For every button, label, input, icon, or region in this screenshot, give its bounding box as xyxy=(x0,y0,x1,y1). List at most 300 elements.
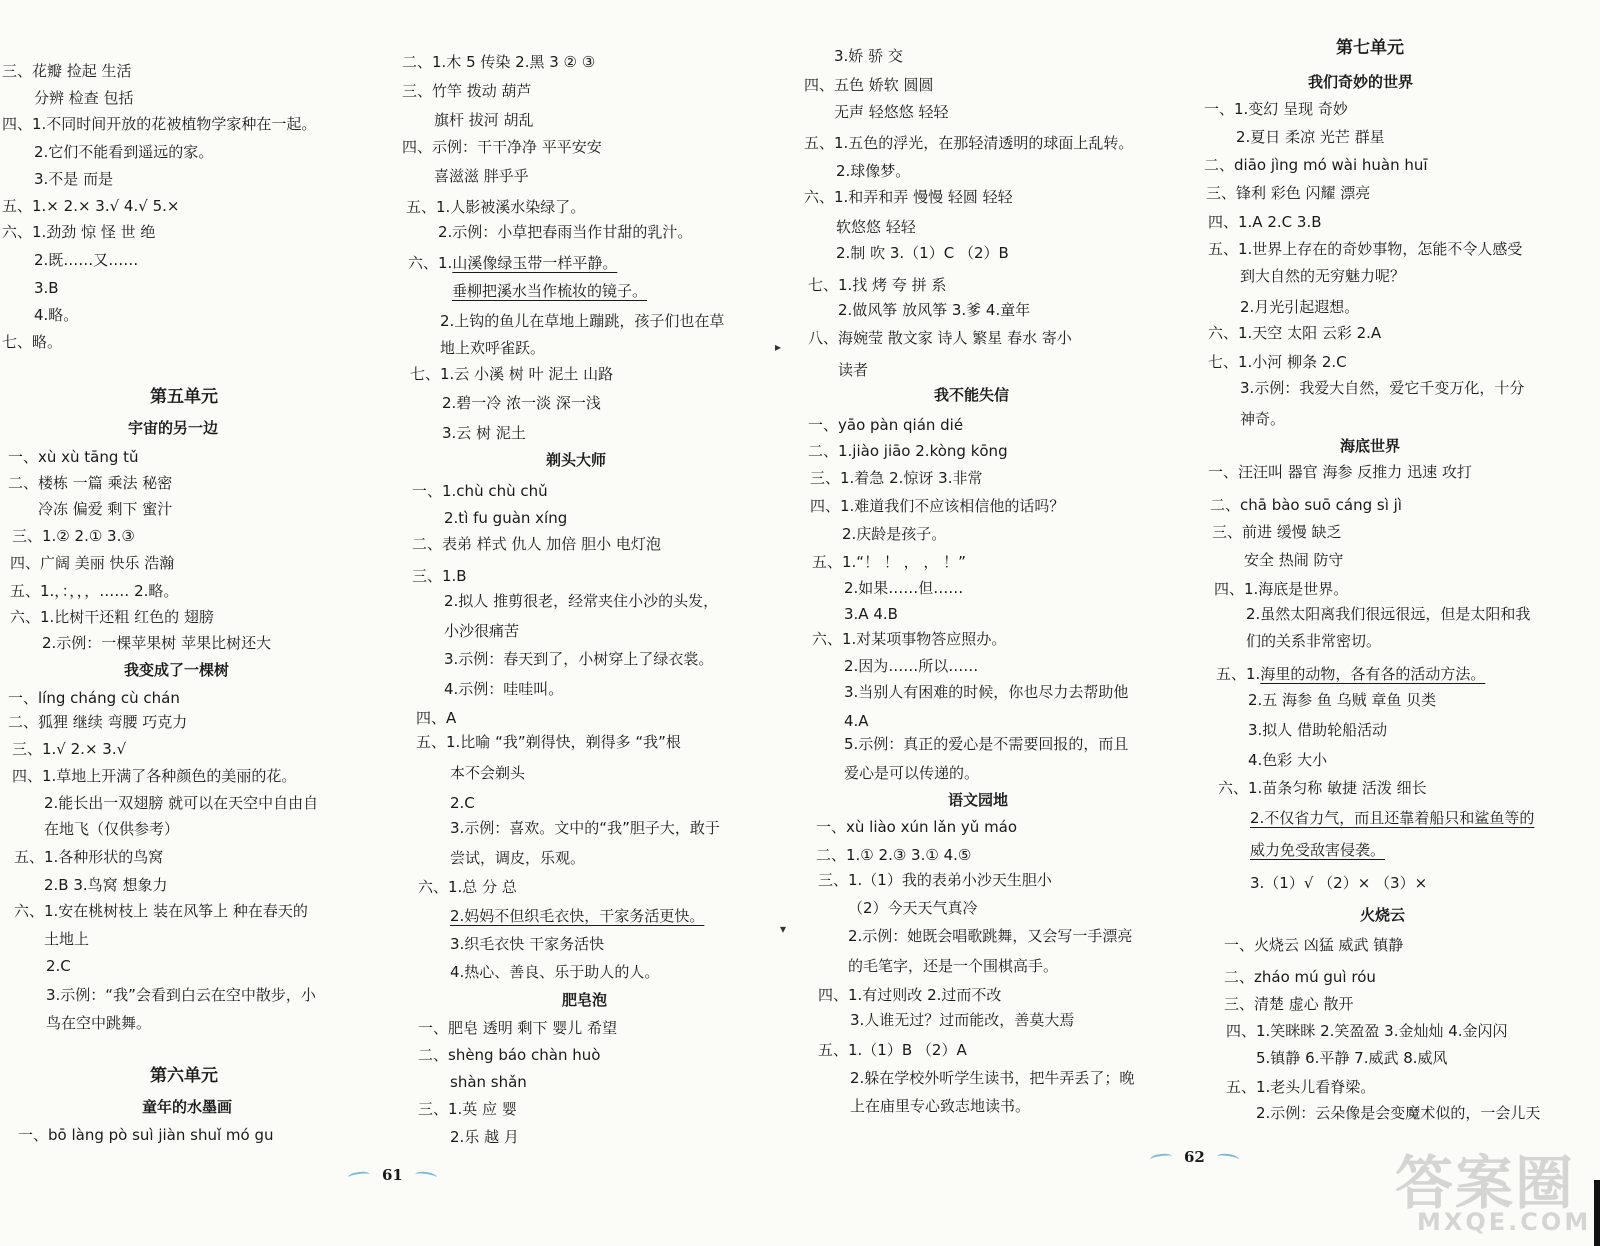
answer-line xyxy=(12,766,296,786)
answer-text: 四、示例：干干净净 平平安安 xyxy=(402,138,602,156)
answer-text: 2.C xyxy=(46,957,71,975)
answer-text: 2.做风筝 放风筝 3.爹 4.童年 xyxy=(838,301,1031,319)
answer-text: 三、1.B xyxy=(412,567,467,585)
answer-line xyxy=(808,415,963,435)
answer-line xyxy=(14,901,308,921)
answer-line xyxy=(10,553,174,573)
answer-text: 六、1.比树干还粗 红色的 翅膀 xyxy=(10,608,214,626)
answer-line xyxy=(2,114,316,134)
answer-line xyxy=(440,311,724,331)
answer-line xyxy=(8,473,172,493)
answer-text: 二、diāo jìng mó wài huàn huī xyxy=(1204,156,1428,174)
answer-text: shàn shǎn xyxy=(450,1073,527,1091)
answer-line xyxy=(10,607,214,627)
answer-line xyxy=(804,133,1133,153)
answer-line xyxy=(444,508,567,528)
answer-text: 一、1.变幻 呈现 奇妙 xyxy=(1204,100,1348,118)
answer-text: 2.B 3.鸟窝 想象力 xyxy=(44,876,168,894)
lesson-heading xyxy=(128,418,218,438)
answer-text: 2.躲在学校外听学生读书，把牛弄丢了；晚 xyxy=(850,1069,1135,1087)
answer-line xyxy=(450,848,585,868)
answer-text: 3.云 树 泥土 xyxy=(442,424,526,442)
answer-text: 我变成了一棵树 xyxy=(124,661,230,679)
answer-line xyxy=(44,793,318,813)
answer-text: 五、1.世界上存在的奇妙事物，怎能不令人感受 xyxy=(1208,240,1523,258)
answer-text: 2.tì fu guàn xíng xyxy=(444,509,568,527)
answer-line xyxy=(2,196,179,216)
answer-line xyxy=(38,499,172,519)
answer-line xyxy=(12,526,135,546)
answer-text: 四、广阔 美丽 快乐 浩瀚 xyxy=(10,554,175,572)
answer-text: （2）今天天气真冷 xyxy=(848,899,978,917)
answer-line xyxy=(808,275,946,295)
answer-line xyxy=(1248,750,1327,770)
answer-text: 2.拟人 推剪很老，经常夹住小沙的头发， xyxy=(444,592,719,610)
answer-line xyxy=(1240,297,1359,317)
lesson-heading xyxy=(124,660,229,680)
answer-text: 第七单元 xyxy=(1336,38,1404,58)
answer-line xyxy=(1226,1077,1375,1097)
answer-line xyxy=(418,1045,600,1065)
answer-text: 2.因为……所以…… xyxy=(844,657,979,675)
answer-text: 一、xù liào xún lǎn yǔ máo xyxy=(816,818,1018,836)
answer-line xyxy=(402,52,595,72)
lesson-heading xyxy=(562,990,607,1010)
answer-text: 五、1.（1）B （2）A xyxy=(818,1041,967,1059)
answer-line xyxy=(1248,720,1387,740)
answer-line xyxy=(450,793,475,813)
answer-line xyxy=(1208,323,1381,343)
answer-line xyxy=(10,581,178,601)
answer-line xyxy=(442,393,601,413)
answer-text: 3.不是 而是 xyxy=(34,170,114,188)
answer-text: 2.制 吹 3.（1）C （2）B xyxy=(836,244,1009,262)
answer-line xyxy=(812,629,1006,649)
answer-text: 六、1.安在桃树枝上 装在风筝上 种在春天的 xyxy=(14,902,308,920)
answer-text: 3.娇 骄 交 xyxy=(834,47,903,65)
answer-text: 3.B xyxy=(34,279,59,297)
answer-line xyxy=(46,956,71,976)
answer-text: 一、bō làng pò suì jiàn shuǐ mó gu xyxy=(18,1126,274,1144)
answer-line xyxy=(444,679,563,699)
answer-line xyxy=(8,688,180,708)
answer-line xyxy=(450,1127,519,1147)
lesson-heading xyxy=(948,790,1008,810)
answer-text: 三、前进 缓慢 缺乏 xyxy=(1212,523,1342,541)
answer-text: 2.虽然太阳离我们很远很远，但是太阳和我 xyxy=(1246,605,1531,623)
answer-text: 神奇。 xyxy=(1240,410,1286,428)
answer-text: 2.五 海参 鱼 乌贼 章鱼 贝类 xyxy=(1248,691,1437,709)
page-number-left: 61 xyxy=(382,1166,403,1184)
answer-text: 2.如果……但…… xyxy=(844,579,964,597)
answer-line xyxy=(818,1040,967,1060)
answer-text: 二、1.木 5 传染 2.黑 3 ② ③ xyxy=(402,53,596,71)
answer-text: 剃头大师 xyxy=(546,451,607,469)
answer-text: 一、肥皂 透明 剩下 婴儿 希望 xyxy=(418,1019,618,1037)
answer-line xyxy=(848,956,1058,976)
answer-line xyxy=(450,962,659,982)
answer-line xyxy=(450,818,720,838)
answer-line xyxy=(416,708,456,728)
answer-line xyxy=(1210,495,1402,515)
watermark-url: MXQE.COM xyxy=(1417,1208,1592,1236)
answer-line xyxy=(812,552,966,572)
answer-text: 4.略。 xyxy=(34,306,79,324)
answer-line xyxy=(1204,99,1348,119)
answer-text: 地上欢呼雀跃。 xyxy=(440,339,546,357)
answer-text: 读者 xyxy=(838,361,869,379)
answer-text: 三、1.② 2.① 3.③ xyxy=(12,527,135,545)
answer-text: 童年的水墨画 xyxy=(142,1098,233,1116)
answer-text: 2.夏日 柔凉 光芒 群星 xyxy=(1236,128,1385,146)
answer-text: 3.拟人 借助轮船活动 xyxy=(1248,721,1388,739)
answer-text: 上在庙里专心致志地读书。 xyxy=(850,1097,1031,1115)
lesson-heading xyxy=(934,385,1009,405)
answer-text: 八、海婉莹 散文家 诗人 繁星 春水 寄小 xyxy=(808,329,1072,347)
answer-line xyxy=(1204,155,1428,175)
answer-text: 二、shèng báo chàn huò xyxy=(418,1046,601,1064)
stray-mark: ▾ xyxy=(780,922,787,936)
answer-text: 小沙很痛苦 xyxy=(444,622,520,640)
answer-text: 2.它们不能看到遥远的家。 xyxy=(34,143,214,161)
unit-heading xyxy=(1336,37,1404,59)
answer-line xyxy=(418,877,517,897)
answer-text: 四、1.难道我们不应该相信他的话吗？ xyxy=(810,497,1065,515)
answer-line xyxy=(834,102,949,122)
answer-line xyxy=(810,496,1064,516)
answer-line xyxy=(836,217,916,237)
answer-line xyxy=(410,364,613,384)
answer-text: 本不会剃头 xyxy=(450,764,526,782)
answer-text: 3.（1）√ （2）× （3）× xyxy=(1250,874,1428,892)
answer-text: 三、1.着急 2.惊讶 3.非常 xyxy=(810,469,983,487)
answer-text: 二、zháo mú guì róu xyxy=(1224,968,1376,986)
answer-text: 三、1.（1）我的表弟小沙天生胆小 xyxy=(818,871,1052,889)
answer-line xyxy=(438,222,692,242)
answer-line xyxy=(444,649,713,669)
answer-line xyxy=(838,360,868,380)
answer-line xyxy=(34,250,138,270)
answer-line xyxy=(440,338,545,358)
answer-line xyxy=(34,169,113,189)
answer-text: 语文园地 xyxy=(948,791,1009,809)
answer-text: 2.示例：她既会唱歌跳舞，又会写一手漂亮 xyxy=(848,927,1133,945)
lesson-heading xyxy=(1340,436,1400,456)
answer-text: 鸟在空中跳舞。 xyxy=(46,1014,152,1032)
answer-line xyxy=(450,1072,527,1092)
answer-text: 2.乐 越 月 xyxy=(450,1128,519,1146)
answer-line xyxy=(2,222,155,242)
lesson-heading xyxy=(1308,72,1413,92)
wave-ornament-icon xyxy=(1150,1153,1173,1164)
answer-text: 2.球像梦。 xyxy=(836,162,911,180)
answer-line xyxy=(14,847,163,867)
answer-line xyxy=(1208,352,1347,372)
answer-text: 四、1.笑眯眯 2.笑盈盈 3.金灿灿 4.金闪闪 xyxy=(1226,1022,1508,1040)
answer-line xyxy=(1250,808,1534,828)
answer-text: 三、清楚 虚心 散开 xyxy=(1224,995,1354,1013)
answer-text: 七、1.找 烤 夸 拼 系 xyxy=(808,276,947,294)
answer-line xyxy=(46,1013,151,1033)
answer-text: 爱心是可以传递的。 xyxy=(844,764,980,782)
answer-text: 一、xù xù tāng tǔ xyxy=(8,448,139,466)
answer-text: 2.示例：云朵像是会变魔术似的，一会儿天 xyxy=(1256,1104,1541,1122)
answer-text: 喜滋滋 胖乎乎 xyxy=(434,167,529,185)
answer-text: 一、汪汪叫 器官 海参 反推力 迅速 攻打 xyxy=(1208,463,1472,481)
answer-line xyxy=(1248,690,1436,710)
answer-text: 肥皂泡 xyxy=(562,991,608,1009)
lesson-heading xyxy=(1360,905,1405,925)
answer-line xyxy=(818,985,1001,1005)
answer-text: 三、1.√ 2.× 3.√ xyxy=(12,740,127,758)
answer-line xyxy=(1224,935,1403,955)
answer-text: 宇宙的另一边 xyxy=(128,419,219,437)
underlined-answer-text: 海里的动物，各有各的活动方法。 xyxy=(1260,665,1486,683)
answer-text: 无声 轻悠悠 轻轻 xyxy=(834,103,949,121)
answer-line xyxy=(44,929,89,949)
underlined-answer-text: 2.妈妈不但织毛衣快，干家务活更快。 xyxy=(450,907,705,925)
answer-line xyxy=(34,142,213,162)
answer-line xyxy=(34,278,59,298)
answer-text: 二、表弟 样式 仇人 加倍 胆小 电灯泡 xyxy=(412,535,661,553)
answer-text: 2.能长出一双翅膀 就可以在天空中自由自 xyxy=(44,794,319,812)
answer-text: 2.既……又…… xyxy=(34,251,139,269)
answer-text: 一、líng cháng cù chán xyxy=(8,689,180,707)
answer-text: 三、竹竿 拨动 葫芦 xyxy=(402,82,532,100)
answer-text: 4.色彩 大小 xyxy=(1248,751,1328,769)
answer-text: 2.示例：一棵苹果树 苹果比树还大 xyxy=(42,634,272,652)
answer-text: 3.当别人有困难的时候，你也尽力去帮助他 xyxy=(844,683,1129,701)
answer-line xyxy=(434,166,529,186)
answer-line xyxy=(1208,239,1522,259)
answer-line xyxy=(44,819,179,839)
answer-line xyxy=(450,906,704,926)
answer-line xyxy=(1224,967,1376,987)
answer-text: 二、1.jiào jiāo 2.kòng kōng xyxy=(808,442,1008,460)
answer-line xyxy=(34,88,134,108)
answer-line xyxy=(1224,994,1354,1014)
answer-line xyxy=(808,441,1008,461)
answer-text: 4.热心、善良、乐于助人的人。 xyxy=(450,963,660,981)
answer-line xyxy=(804,75,934,95)
answer-line xyxy=(42,633,271,653)
answer-line xyxy=(412,481,548,501)
watermark-logo xyxy=(1395,1136,1592,1246)
answer-line xyxy=(1246,604,1530,624)
answer-line xyxy=(808,328,1072,348)
answer-text: 四、1.A 2.C 3.B xyxy=(1208,213,1322,231)
answer-text: 五、1.× 2.× 3.√ 4.√ 5.× xyxy=(2,197,180,215)
answer-text: 3.织毛衣快 干家务活快 xyxy=(450,935,605,953)
answer-line xyxy=(1218,778,1427,798)
underlined-answer-text: 垂柳把溪水当作梳妆的镜子。 xyxy=(452,282,648,300)
answer-line xyxy=(844,604,898,624)
answer-text: 五、1.老头儿看脊梁。 xyxy=(1226,1078,1376,1096)
answer-text: 第六单元 xyxy=(150,1066,218,1086)
answer-text: 软悠悠 轻轻 xyxy=(836,218,916,236)
answer-text: 五、1. xyxy=(1216,665,1261,683)
answer-text: 六、1. xyxy=(408,254,453,272)
answer-text: 们的关系非常密切。 xyxy=(1246,632,1382,650)
answer-line xyxy=(1256,1048,1448,1068)
answer-line xyxy=(444,591,718,611)
wave-ornament-icon xyxy=(348,1171,371,1182)
answer-text: 3.A 4.B xyxy=(844,605,898,623)
answer-text: 六、1.苗条匀称 敏捷 活泼 细长 xyxy=(1218,779,1427,797)
answer-text: 在地飞（仅供参考） xyxy=(44,820,180,838)
answer-line xyxy=(842,524,946,544)
answer-line xyxy=(416,732,681,752)
answer-line xyxy=(1256,1103,1540,1123)
answer-line xyxy=(1240,378,1524,398)
answer-line xyxy=(844,734,1128,754)
answer-text: 五、1.五色的浮光，在那轻清透明的球面上乱转。 xyxy=(804,134,1134,152)
answer-line xyxy=(848,898,978,918)
answer-line xyxy=(850,1068,1134,1088)
answer-line xyxy=(844,763,979,783)
answer-text: 四、1.有过则改 2.过而不改 xyxy=(818,986,1002,1004)
lesson-heading xyxy=(546,450,606,470)
watermark-text: 答案圈 xyxy=(1395,1149,1576,1217)
underlined-answer-text: 威力免受敌害侵袭。 xyxy=(1250,841,1386,859)
answer-text: 六、1.劲劲 惊 怪 世 绝 xyxy=(2,223,156,241)
answer-text: 四、1.不同时间开放的花被植物学家种在一起。 xyxy=(2,115,317,133)
wave-ornament-icon xyxy=(1216,1153,1239,1164)
lesson-heading xyxy=(142,1097,232,1117)
answer-line xyxy=(406,197,585,217)
answer-line xyxy=(418,1099,517,1119)
answer-text: 五、1.“！ ！ ， ， ！” xyxy=(812,553,966,571)
answer-text: 的毛笔字，还是一个围棋高手。 xyxy=(848,957,1059,975)
answer-text: 二、狐狸 继续 弯腰 巧克力 xyxy=(8,713,188,731)
answer-text: 到大自然的无穷魅力呢？ xyxy=(1240,267,1406,285)
answer-text: 四、A xyxy=(416,709,457,727)
answer-line xyxy=(838,300,1030,320)
answer-text: 一、1.chù chù chǔ xyxy=(412,482,548,500)
answer-line xyxy=(850,1010,1074,1030)
answer-text: 三、1.英 应 婴 xyxy=(418,1100,517,1118)
answer-line xyxy=(1240,266,1405,286)
answer-line xyxy=(1244,550,1344,570)
answer-line xyxy=(402,137,602,157)
answer-line xyxy=(402,81,532,101)
answer-text: 五、1.各种形状的鸟窝 xyxy=(14,848,164,866)
answer-line xyxy=(834,46,903,66)
answer-line xyxy=(18,1125,274,1145)
answer-text: 海底世界 xyxy=(1340,437,1401,455)
answer-text: 二、1.① 2.③ 3.① 4.⑤ xyxy=(816,846,972,864)
answer-line xyxy=(412,534,661,554)
answer-text: 土地上 xyxy=(44,930,90,948)
answer-text: 五、1.比喻 “我”剃得快，剃得多 “我”根 xyxy=(416,733,681,751)
answer-text: 4.示例：哇哇叫。 xyxy=(444,680,564,698)
answer-line xyxy=(8,447,139,467)
answer-line xyxy=(34,305,78,325)
answer-text: 六、1.总 分 总 xyxy=(418,878,517,896)
answer-line xyxy=(2,61,132,81)
answer-line xyxy=(1212,522,1342,542)
answer-text: 四、五色 娇软 圆圆 xyxy=(804,76,934,94)
answer-text: 我们奇妙的世界 xyxy=(1308,73,1414,91)
answer-line xyxy=(1216,664,1485,684)
answer-line xyxy=(1226,1021,1508,1041)
page-edge-shadow xyxy=(1594,1180,1600,1246)
answer-line xyxy=(12,739,126,759)
answer-text: 分辨 检查 包括 xyxy=(34,89,134,107)
answer-text: 火烧云 xyxy=(1360,906,1406,924)
underlined-answer-text: 2.不仅省力气，而且还靠着船只和鲨鱼等的 xyxy=(1250,809,1535,827)
answer-text: 冷冻 偏爱 剩下 蜜汁 xyxy=(38,500,173,518)
page-number-right: 62 xyxy=(1184,1148,1205,1166)
answer-text: 5.镇静 6.平静 7.威武 8.威风 xyxy=(1256,1049,1448,1067)
answer-text: 3.示例：我爱大自然，爱它千变万化，十分 xyxy=(1240,379,1525,397)
answer-text: 五、1.，：，，，…… 2.略。 xyxy=(10,582,179,600)
underlined-answer-text: 山溪像绿玉带一样平静。 xyxy=(452,254,618,272)
answer-text: 一、火烧云 凶猛 威武 镇静 xyxy=(1224,936,1404,954)
answer-text: 3.人谁无过？过而能改，善莫大焉 xyxy=(850,1011,1075,1029)
answer-text: 四、1.海底是世界。 xyxy=(1214,580,1349,598)
answer-text: 二、楼栋 一篇 乘法 秘密 xyxy=(8,474,173,492)
answer-line xyxy=(434,110,534,130)
answer-text: 七、略。 xyxy=(2,333,63,351)
wave-ornament-icon xyxy=(414,1171,437,1182)
answer-text: 五、1.人影被溪水染绿了。 xyxy=(406,198,586,216)
answer-text: 3.示例：“我”会看到白云在空中散步，小 xyxy=(46,986,316,1004)
answer-text: 四、1.草地上开满了各种颜色的美丽的花。 xyxy=(12,767,297,785)
answer-text: 三、锋利 彩色 闪耀 漂亮 xyxy=(1206,184,1371,202)
answer-text: 2.示例：小草把春雨当作甘甜的乳汁。 xyxy=(438,223,693,241)
answer-text: 3.示例：春天到了，小树穿上了绿衣裳。 xyxy=(444,650,714,668)
answer-line xyxy=(1214,579,1348,599)
answer-line xyxy=(444,621,519,641)
answer-line xyxy=(818,870,1052,890)
answer-line xyxy=(418,1018,617,1038)
unit-heading xyxy=(150,386,218,408)
answer-text: 2.C xyxy=(450,794,475,812)
answer-line xyxy=(2,332,62,352)
answer-line xyxy=(836,161,910,181)
answer-text: 旗杆 拔河 胡乱 xyxy=(434,111,534,129)
answer-line xyxy=(844,656,978,676)
answer-text: 5.示例：真正的爱心是不需要回报的，而且 xyxy=(844,735,1129,753)
answer-line xyxy=(1240,409,1285,429)
answer-text: 六、1.对某项事物答应照办。 xyxy=(812,630,1007,648)
unit-heading xyxy=(150,1065,218,1087)
answer-text: 二、chā bào suō cáng sì jì xyxy=(1210,496,1402,514)
answer-text: 2.上钩的鱼儿在草地上蹦跳，孩子们也在草 xyxy=(440,312,725,330)
answer-line xyxy=(452,281,647,301)
answer-line xyxy=(816,845,971,865)
answer-text: 六、1.天空 太阳 云彩 2.A xyxy=(1208,324,1382,342)
answer-line xyxy=(848,926,1132,946)
answer-line xyxy=(46,985,316,1005)
answer-text: 第五单元 xyxy=(150,387,218,407)
answer-line xyxy=(844,711,869,731)
answer-line xyxy=(1250,873,1427,893)
answer-text: 一、yāo pàn qián dié xyxy=(808,416,964,434)
answer-line xyxy=(850,1096,1030,1116)
answer-text: 我不能失信 xyxy=(934,386,1010,404)
answer-line xyxy=(1208,462,1472,482)
answer-line xyxy=(804,187,1013,207)
answer-text: 七、1.小河 柳条 2.C xyxy=(1208,353,1347,371)
answer-line xyxy=(1206,183,1370,203)
answer-text: 2.庆龄是孩子。 xyxy=(842,525,947,543)
answer-text: 六、1.和弄和弄 慢慢 轻圆 轻轻 xyxy=(804,188,1013,206)
answer-line xyxy=(450,763,525,783)
answer-line xyxy=(450,934,604,954)
answer-text: 安全 热闹 防守 xyxy=(1244,551,1344,569)
